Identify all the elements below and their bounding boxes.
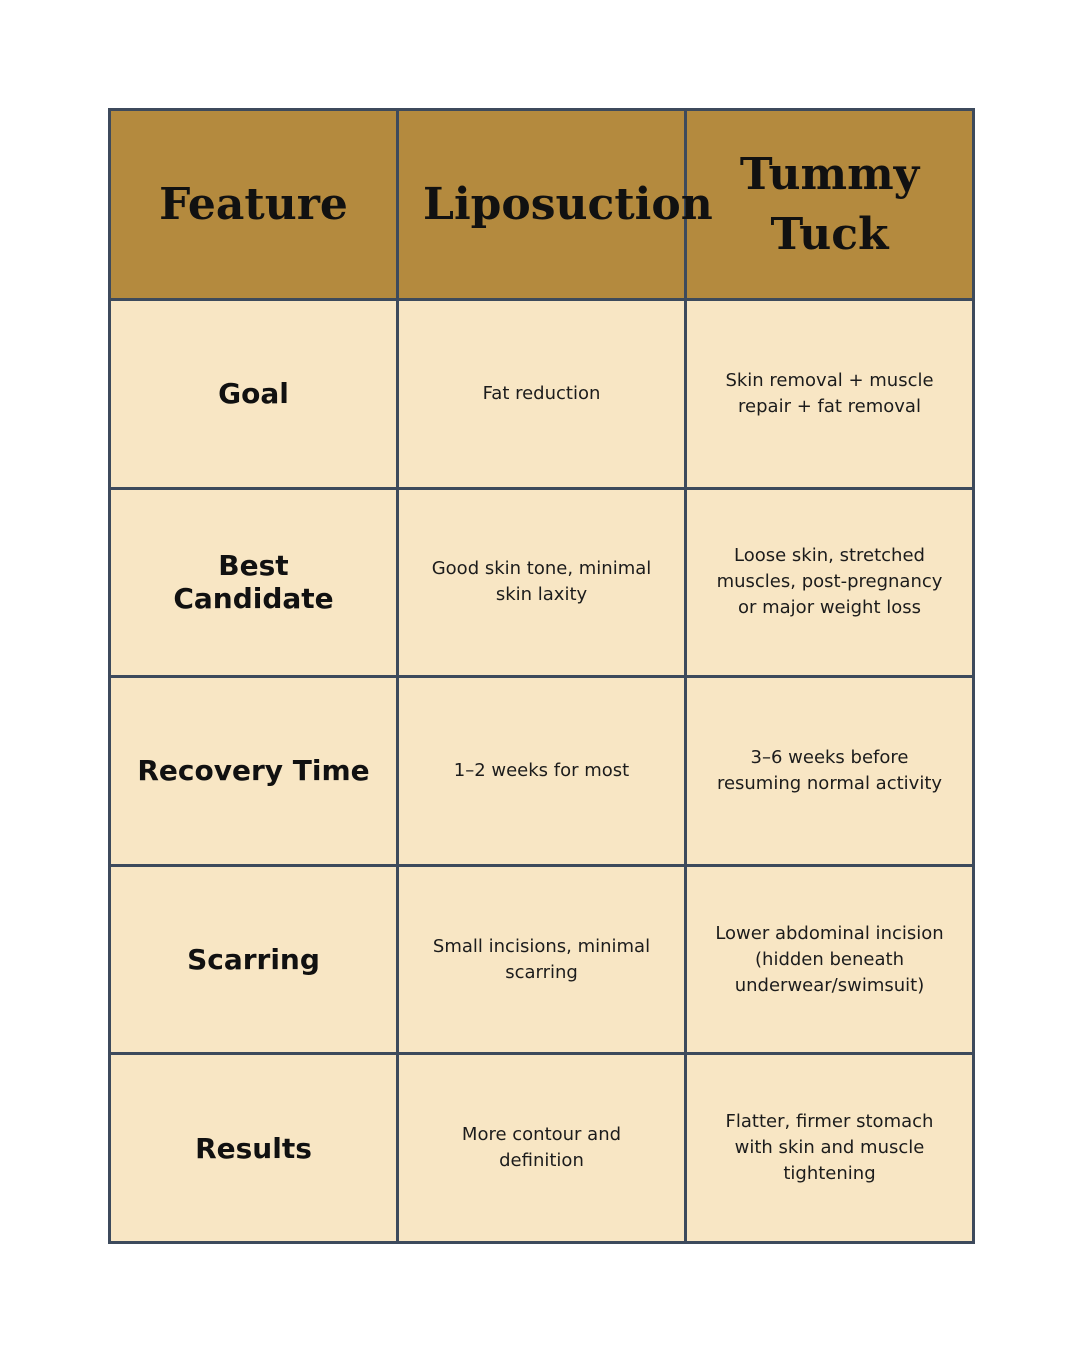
table-row bbox=[110, 865, 974, 1054]
liposuction-cell: Fat reduction bbox=[398, 300, 686, 489]
tummy-tuck-cell: 3–6 weeks before resuming normal activity bbox=[686, 677, 974, 866]
header-tummy-tuck: Tummy Tuck bbox=[686, 110, 974, 300]
tummy-tuck-cell: Skin removal + muscle repair + fat removal bbox=[686, 300, 974, 489]
header-liposuction: Liposuction bbox=[398, 110, 686, 300]
header-feature: Feature bbox=[110, 110, 398, 300]
table-row bbox=[110, 488, 974, 677]
table-row bbox=[110, 677, 974, 866]
table-row bbox=[110, 1054, 974, 1243]
comparison-table bbox=[108, 108, 975, 1244]
table-row bbox=[110, 300, 974, 489]
feature-cell: Goal bbox=[110, 300, 398, 489]
header-row bbox=[110, 110, 974, 300]
feature-cell: Recovery Time bbox=[110, 677, 398, 866]
feature-cell: Scarring bbox=[110, 865, 398, 1054]
liposuction-cell: More contour and definition bbox=[398, 1054, 686, 1243]
liposuction-cell: 1–2 weeks for most bbox=[398, 677, 686, 866]
tummy-tuck-cell: Flatter, firmer stomach with skin and muscle tightening bbox=[686, 1054, 974, 1243]
comparison-table-container bbox=[108, 108, 972, 1244]
feature-cell: Best Candidate bbox=[110, 488, 398, 677]
liposuction-cell: Good skin tone, minimal skin laxity bbox=[398, 488, 686, 677]
liposuction-cell: Small incisions, minimal scarring bbox=[398, 865, 686, 1054]
tummy-tuck-cell: Lower abdominal incision (hidden beneath underwear/swimsuit) bbox=[686, 865, 974, 1054]
tummy-tuck-cell: Loose skin, stretched muscles, post-pregnancy or major weight loss bbox=[686, 488, 974, 677]
feature-cell: Results bbox=[110, 1054, 398, 1243]
